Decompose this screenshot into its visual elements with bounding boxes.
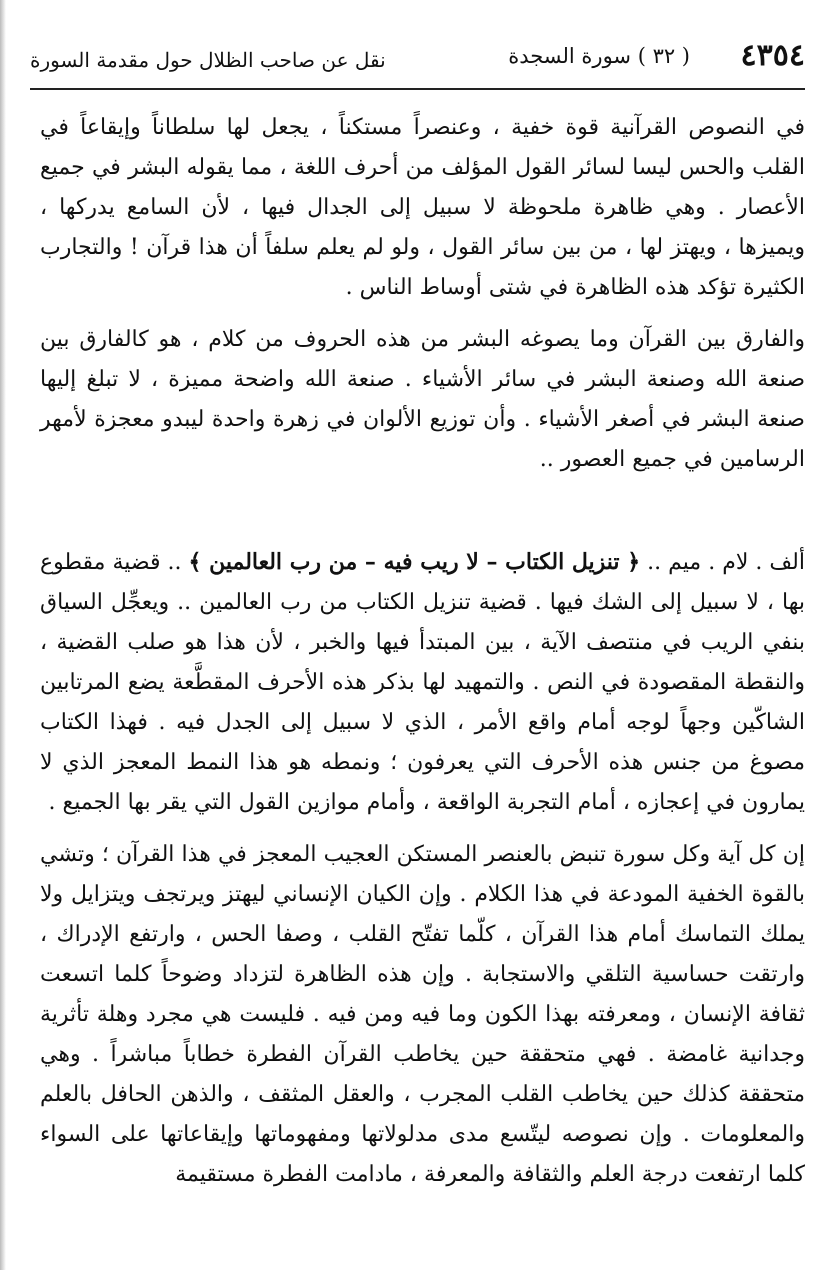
paragraph-gap	[40, 308, 805, 320]
page-number: ٤٣٥٤	[740, 38, 805, 73]
running-title: نقل عن صاحب الظلال حول مقدمة السورة	[30, 48, 386, 72]
paragraph-2: والفارق بين القرآن وما يصوغه البشر من هذه الحروف من كلام ، هو كالفارق بين صنعة الله وصنعة البشر في سائر الأشياء . صنعة الله واضحة مميزة ، لا تبلغ إليها صنعة البشر في أصغر الأشياء . وأن توزيع الألوان في زهرة واحدة ليبدو معجزة لأمهر الرسامين في جميع العصور ..	[40, 327, 805, 472]
paragraph-gap	[40, 823, 805, 835]
paragraph-4: إن كل آية وكل سورة تنبض بالعنصر المستكن العجيب المعجز في هذا القرآن ؛ وتشي بالقوة الخفية المودعة في هذا الكلام . وإن الكيان الإنساني ليهتز ويرتجف ويتزايل ولا يملك التماسك أمام هذا القرآن ، كلّما تفتّح القلب ، وصفا الحس ، وارتفع الإدراك ، وارتقت حساسية التلقي والاستجابة . وإن هذه الظاهرة لتزداد وضوحاً كلما اتسعت ثقافة الإنسان ، ومعرفته بهذا الكون وما فيه ومن فيه . فليست هي مجرد وهلة تأثرية وجدانية غامضة . فهي متحققة حين يخاطب القرآن الفطرة خطاباً مباشراً . وهي متحققة كذلك حين يخاطب القلب المجرب ، والعقل المثقف ، والذهن الحافل بالعلم والمعلومات . وإن نصوصه ليتّسع مدى مدلولاتها ومفهوماتها وإيقاعاتها على السواء كلما ارتفعت درجة العلم والثقافة والمعرفة ، مادامت الفطرة مستقيمة	[40, 842, 805, 1187]
page-header	[30, 30, 805, 90]
letters-lead: ألف . لام . ميم ..	[640, 550, 805, 575]
quran-verse-quote: ﴿ تنزيل الكتاب – لا ريب فيه – من رب العالمين ﴾	[188, 549, 641, 575]
page-binding-shadow	[0, 0, 6, 1270]
paragraph-3	[40, 542, 805, 823]
paragraph-3-text: .. قضية مقطوع بها ، لا سبيل إلى الشك فيها . قضية تنزيل الكتاب من رب العالمين .. ويعجِّل السياق بنفي الريب في منتصف الآية ، بين المبتدأ فيها والخبر ، لأن هذا هو صلب القضية ، والنقطة المقصودة في النص . والتمهيد لها بذكر هذه الأحرف المقطَّعة يضع المرتابين الشاكّين وجهاً لوجه أمام واقع الأمر ، الذي لا سبيل إلى الجدل فيه . فهذا الكتاب مصوغ من جنس هذه الأحرف التي يعرفون ؛ ونمطه هو هذا النمط المعجز الذي لا يمارون في إعجازه ، أمام التجربة الواقعة ، وأمام موازين القول التي يقر بها الجميع .	[40, 550, 805, 815]
paragraph-1: في النصوص القرآنية قوة خفية ، وعنصراً مستكناً ، يجعل لها سلطاناً وإيقاعاً في القلب والحس ليسا لسائر القول المؤلف من أحرف اللغة ، مما يقوله البشر في جميع الأعصار . وهي ظاهرة ملحوظة لا سبيل إلى الجدال فيها ، لأن السامع يدركها ، ويميزها ، ويهتز لها ، من بين سائر القول ، ولو لم يعلم سلفاً أن هذا قرآن ! والتجارب الكثيرة تؤكد هذه الظاهرة في شتى أوساط الناس .	[40, 115, 805, 300]
section-gap	[40, 480, 805, 542]
body-text	[40, 108, 805, 1195]
surah-title: ( ٣٢ ) سورة السجدة	[508, 44, 690, 68]
header-divider	[30, 88, 805, 90]
